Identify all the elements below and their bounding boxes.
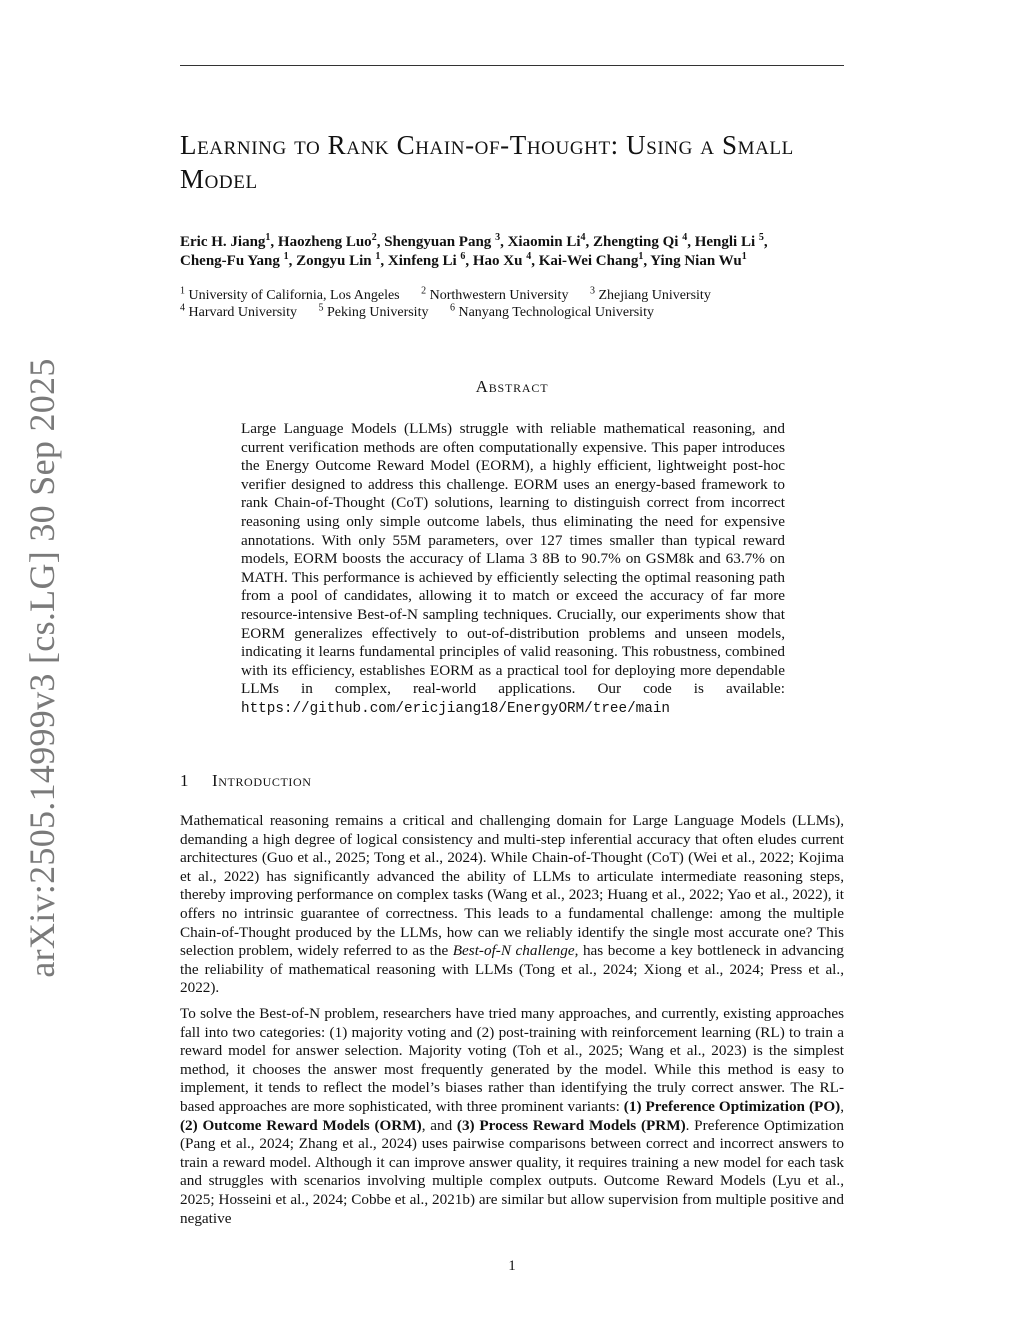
author: Cheng-Fu Yang $^1$ (180, 251, 289, 269)
affiliation: $^4$ Harvard University (180, 302, 297, 320)
arxiv-sidebar (0, 0, 70, 1325)
author: Hengli Li $^5$ (694, 232, 764, 250)
abstract-text: Large Language Models (LLMs) struggle with reliable mathematical reasoning, and current verification methods are often computationally expensive. This paper introduces the Energy Outcome Reward Model (EORM), a highly efficient, lightweight post-hoc verifier designed to address this challenge. EORM uses an energy-based framework to rank Chain-of-Thought (CoT) solutions, learning to distinguish correct from incorrect reasoning using only simple outcome labels, thus eliminating the need for expensive annotations. With only 55M parameters, over 127 times smaller than typical reward models, EORM boosts the accuracy of Llama 3 8B to 90.7% on GSM8k and 63.7% on MATH. This performance is achieved by efficiently selecting the optimal reasoning path from a pool of candidates, allowing it to match or exceed the accuracy of far more resource-intensive Best-of-N sampling techniques. Crucially, our experiments show that EORM generalizes effectively to out-of-distribution problems and unseen models, indicating it learns fundamental principles of valid reasoning. This robustness, combined with its efficiency, establishes EORM as a practical tool for deploying more dependable LLMs in complex, real-world applications. Our code is available: (241, 420, 785, 698)
header-rule (180, 65, 844, 66)
affiliation-line-1 (180, 287, 850, 304)
author: Eric H. Jiang$^1$ (180, 232, 271, 250)
intro-paragraph-1: Mathematical reasoning remains a critical and challenging domain for Large Language Models (LLMs), demanding a high degree of logical consistency and multi-step inferential accuracy that often eludes current architectures (Guo et al., 2025; Tong et al., 2024). While Chain-of-Thought (CoT) (Wei et al., 2022; Kojima et al., 2022) has significantly advanced the ability of LLMs to articulate intermediate reasoning steps, thereby improving performance on complex tasks (Wang et al., 2023; Huang et al., 2022; Yao et al., 2022), it offers no intrinsic guarantee of correctness. This leads to a fundamental challenge: among the multiple Chain-of-Thought produced by the LLMs, how can we reliably identify the single most accurate one? This selection problem, widely referred to as the Best-of-N challenge, has become a key bottleneck in advancing the reliability of mathematical reasoning with LLMs (Tong et al., 2024; Xiong et al., 2024; Press et al., 2022). (180, 812, 844, 997)
section-title: Introduction (212, 771, 312, 790)
arxiv-stamp: arXiv:2505.14999v3 [cs.LG] 30 Sep 2025 (22, 358, 62, 978)
author: Hao Xu $^4$ (472, 251, 532, 269)
section-number: 1 (180, 771, 190, 790)
page-number: 1 (508, 1258, 516, 1274)
affiliation: $^2$ Northwestern University (421, 285, 569, 303)
author: Zhengting Qi $^4$ (593, 232, 688, 250)
abstract-body (241, 420, 785, 719)
affiliation: $^1$ University of California, Los Angeles (180, 285, 400, 303)
author: Ying Nian Wu$^1$ (650, 251, 747, 269)
affiliations (180, 287, 850, 321)
section-heading (180, 771, 312, 791)
author-line-1: Eric H. Jiang$^1$, Haozheng Luo$^2$, Shengyuan Pang $^3$, Xiaomin Li$^4$, Zhengting Qi $^4$, Hengli Li $^5$, (180, 232, 768, 250)
author: Shengyuan Pang $^3$ (384, 232, 501, 250)
author-list (180, 233, 850, 271)
author: Haozheng Luo$^2$ (277, 232, 377, 250)
author-line-2: Cheng-Fu Yang $^1$, Zongyu Lin $^1$, Xinfeng Li $^6$, Hao Xu $^4$, Kai-Wei Chang$^1$, Ying Nian Wu$^1$ (180, 251, 747, 269)
affiliation: $^3$ Zhejiang University (589, 285, 711, 303)
affiliation: $^5$ Peking University (318, 302, 429, 320)
author: Xinfeng Li $^6$ (387, 251, 466, 269)
affiliation-line-2 (180, 304, 850, 321)
abstract-heading: Abstract (475, 377, 549, 396)
intro-paragraph-2: To solve the Best-of-N problem, researchers have tried many approaches, and currently, existing approaches fall into two categories: (1) majority voting and (2) post-training with reinforcement learning (RL) to train a reward model for answer selection. Majority voting (Toh et al., 2025; Wang et al., 2023) is the simplest method, it chooses the answer most frequently generated by the model. While this method is easy to implement, it tends to reflect the model’s biases rather than identifying the truly correct answer. The RL-based approaches are more sophisticated, with three prominent variants: (1) Preference Optimization (PO), (2) Outcome Reward Models (ORM), and (3) Process Reward Models (PRM). Preference Optimization (Pang et al., 2024; Zhang et al., 2024) uses pairwise comparisons between correct and incorrect answers to train a reward model. Although it can improve answer quality, it requires training a new model for each task and struggles with scenarios involving multiple complex outputs. Outcome Reward Models (Lyu et al., 2025; Hosseini et al., 2024; Cobbe et al., 2021b) are similar but allow supervision from multiple positive and negative (180, 1005, 844, 1227)
affiliation: $^6$ Nanyang Technological University (449, 302, 654, 320)
author: Xiaomin Li$^4$ (507, 232, 586, 250)
code-url-link[interactable]: https://github.com/ericjiang18/EnergyORM/tree/main (241, 700, 670, 717)
author: Zongyu Lin $^1$ (296, 251, 381, 269)
author: Kai-Wei Chang$^1$ (538, 251, 644, 269)
paper-title: Learning to Rank Chain-of-Thought: Using a Small Model (180, 130, 794, 194)
